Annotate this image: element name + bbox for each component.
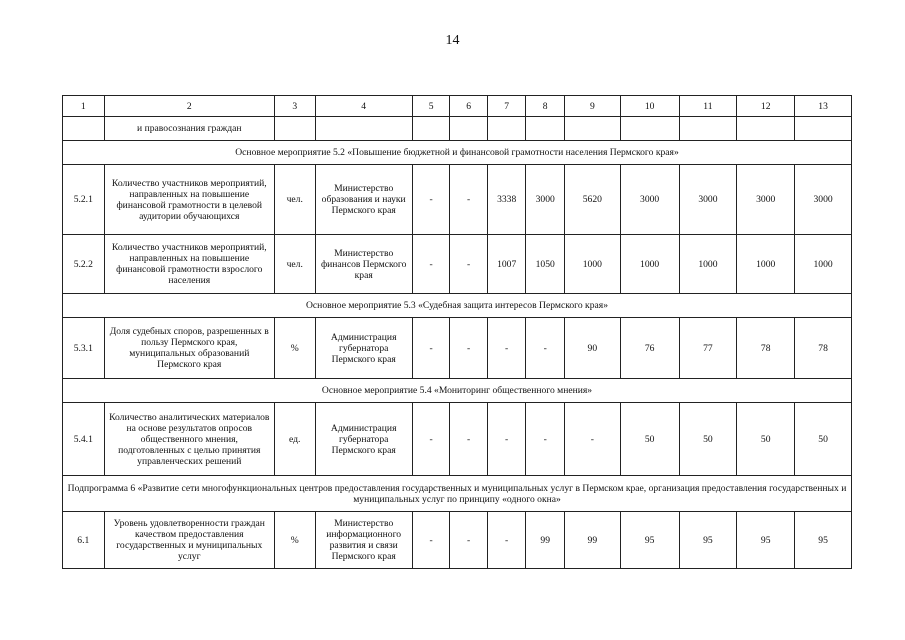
value-cell: 50 <box>795 403 852 476</box>
header-cell: 1 <box>63 96 105 117</box>
empty-cell <box>450 117 488 141</box>
value-cell: 95 <box>737 512 795 569</box>
indicator-name: Количество участников мероприятий, направленных на повышение финансовой грамотности в целевой аудитории обучающихся <box>104 165 274 235</box>
unit-cell: % <box>274 512 315 569</box>
header-cell: 2 <box>104 96 274 117</box>
value-cell: 99 <box>564 512 620 569</box>
row-number: 5.4.1 <box>63 403 105 476</box>
value-cell: - <box>412 512 450 569</box>
value-cell: 50 <box>737 403 795 476</box>
header-cell: 4 <box>315 96 412 117</box>
executor-cell: Министерство информационного развития и связи Пермского края <box>315 512 412 569</box>
indicator-name: Доля судебных споров, разрешенных в пользу Пермского края, муниципальных образований Пермского края <box>104 318 274 379</box>
section-row <box>63 141 852 165</box>
value-cell: - <box>526 318 565 379</box>
section-row <box>63 379 852 403</box>
executor-cell: Администрация губернатора Пермского края <box>315 318 412 379</box>
unit-cell: ед. <box>274 403 315 476</box>
empty-cell <box>412 117 450 141</box>
table-row <box>63 512 852 569</box>
empty-cell <box>526 117 565 141</box>
value-cell: - <box>487 318 526 379</box>
row-number: 5.2.2 <box>63 235 105 294</box>
value-cell: 77 <box>679 318 737 379</box>
header-row <box>63 96 852 117</box>
value-cell: 78 <box>795 318 852 379</box>
empty-cell <box>487 117 526 141</box>
value-cell: 78 <box>737 318 795 379</box>
header-cell: 8 <box>526 96 565 117</box>
indicator-name: Количество аналитических материалов на основе результатов опросов общественного мнения, подготовленных с целью принятия управленческих решений <box>104 403 274 476</box>
header-cell: 7 <box>487 96 526 117</box>
table-row <box>63 235 852 294</box>
value-cell: - <box>412 403 450 476</box>
value-cell: 1007 <box>487 235 526 294</box>
empty-cell <box>63 117 105 141</box>
row-number: 5.2.1 <box>63 165 105 235</box>
value-cell: 3000 <box>620 165 679 235</box>
value-cell: 5620 <box>564 165 620 235</box>
value-cell: 1050 <box>526 235 565 294</box>
empty-cell <box>315 117 412 141</box>
value-cell: - <box>450 403 488 476</box>
section-title: Основное мероприятие 5.2 «Повышение бюджетной и финансовой грамотности населения Пермского края» <box>63 141 852 165</box>
value-cell: 95 <box>679 512 737 569</box>
value-cell: 99 <box>526 512 565 569</box>
value-cell: 1000 <box>620 235 679 294</box>
header-cell: 6 <box>450 96 488 117</box>
value-cell: 95 <box>795 512 852 569</box>
empty-cell <box>795 117 852 141</box>
unit-cell: чел. <box>274 165 315 235</box>
value-cell: - <box>487 403 526 476</box>
value-cell: 1000 <box>737 235 795 294</box>
header-cell: 12 <box>737 96 795 117</box>
value-cell: 76 <box>620 318 679 379</box>
value-cell: 1000 <box>679 235 737 294</box>
row-number: 5.3.1 <box>63 318 105 379</box>
header-cell: 11 <box>679 96 737 117</box>
executor-cell: Министерство финансов Пермского края <box>315 235 412 294</box>
table-row <box>63 318 852 379</box>
empty-cell <box>620 117 679 141</box>
section-title: Подпрограмма 6 «Развитие сети многофункциональных центров предоставления государственных и муниципальных услуг в Пермском крае, организация предоставления государственных и муниципальных услуг по принципу «одного окна» <box>63 476 852 512</box>
section-row <box>63 294 852 318</box>
empty-cell <box>274 117 315 141</box>
empty-cell <box>679 117 737 141</box>
empty-cell <box>737 117 795 141</box>
value-cell: 3000 <box>795 165 852 235</box>
value-cell: 3000 <box>526 165 565 235</box>
header-cell: 3 <box>274 96 315 117</box>
executor-cell: Министерство образования и науки Пермского края <box>315 165 412 235</box>
value-cell: - <box>450 512 488 569</box>
continuation-row <box>63 117 852 141</box>
value-cell: - <box>487 512 526 569</box>
indicator-name: Уровень удовлетворенности граждан качеством предоставления государственных и муниципальных услуг <box>104 512 274 569</box>
value-cell: - <box>450 165 488 235</box>
value-cell: 3338 <box>487 165 526 235</box>
empty-cell <box>564 117 620 141</box>
indicators-table <box>62 95 852 569</box>
indicator-name: Количество участников мероприятий, направленных на повышение финансовой грамотности взрослого населения <box>104 235 274 294</box>
value-cell: 3000 <box>679 165 737 235</box>
header-cell: 9 <box>564 96 620 117</box>
value-cell: - <box>450 318 488 379</box>
value-cell: - <box>412 165 450 235</box>
header-cell: 13 <box>795 96 852 117</box>
unit-cell: % <box>274 318 315 379</box>
value-cell: 1000 <box>795 235 852 294</box>
value-cell: 50 <box>620 403 679 476</box>
value-cell: - <box>412 318 450 379</box>
continuation-text: и правосознания граждан <box>104 117 274 141</box>
value-cell: 90 <box>564 318 620 379</box>
section-title: Основное мероприятие 5.4 «Мониторинг общественного мнения» <box>63 379 852 403</box>
row-number: 6.1 <box>63 512 105 569</box>
value-cell: 95 <box>620 512 679 569</box>
unit-cell: чел. <box>274 235 315 294</box>
value-cell: 1000 <box>564 235 620 294</box>
value-cell: - <box>412 235 450 294</box>
table-row <box>63 403 852 476</box>
section-title: Основное мероприятие 5.3 «Судебная защита интересов Пермского края» <box>63 294 852 318</box>
value-cell: 3000 <box>737 165 795 235</box>
section-row <box>63 476 852 512</box>
header-cell: 10 <box>620 96 679 117</box>
value-cell: - <box>526 403 565 476</box>
value-cell: - <box>564 403 620 476</box>
page-number: 14 <box>445 33 460 48</box>
executor-cell: Администрация губернатора Пермского края <box>315 403 412 476</box>
value-cell: - <box>450 235 488 294</box>
value-cell: 50 <box>679 403 737 476</box>
header-cell: 5 <box>412 96 450 117</box>
table-row <box>63 165 852 235</box>
